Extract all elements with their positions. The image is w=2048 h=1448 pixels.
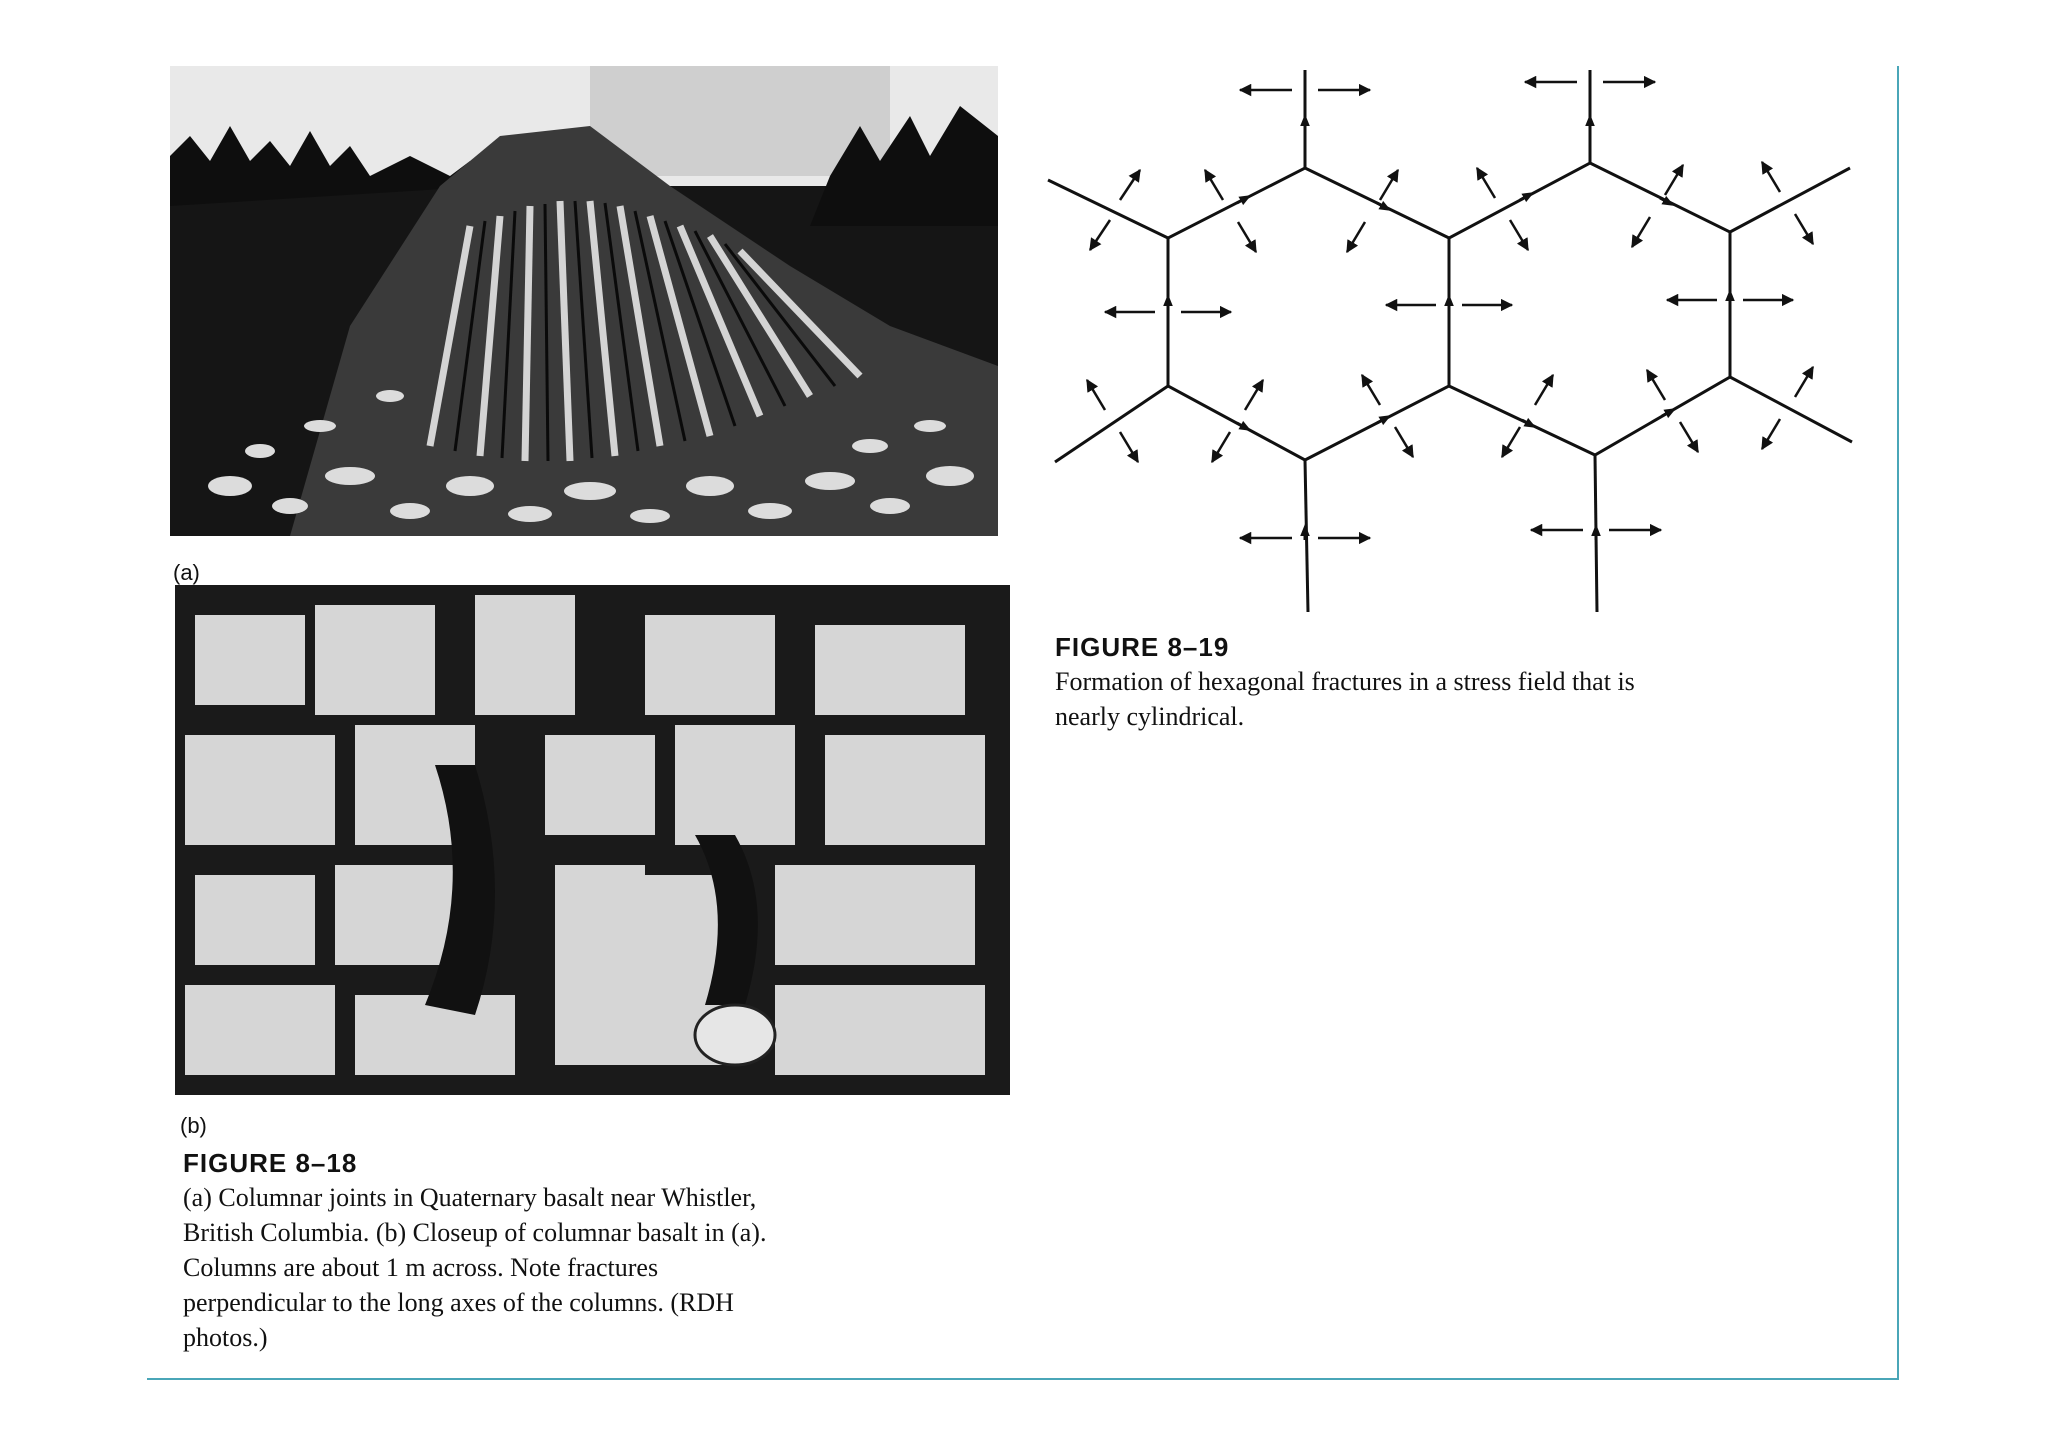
hexagon-cell-right xyxy=(1449,163,1730,455)
figure-8-19-title: FIGURE 8–19 xyxy=(1055,632,1230,662)
hexagon-cell-left xyxy=(1168,168,1449,460)
caption-line: perpendicular to the long axes of the columns. (RDH xyxy=(183,1288,734,1317)
figure-8-19-caption xyxy=(1055,664,1875,734)
caption-line: Columns are about 1 m across. Note fractures xyxy=(183,1253,659,1282)
hexagonal-fracture-diagram xyxy=(1040,60,1860,620)
panel-label-b: (b) xyxy=(180,1113,207,1138)
caption-line: photos.) xyxy=(183,1323,268,1352)
figure-8-18-title: FIGURE 8–18 xyxy=(183,1148,358,1178)
caption-line: nearly cylindrical. xyxy=(1055,702,1245,731)
columnar-basalt-photo-a xyxy=(170,66,998,536)
panel-label-a: (a) xyxy=(173,560,200,585)
figure-8-18-caption xyxy=(183,1180,1003,1355)
caption-line: British Columbia. (b) Closeup of columnar basalt in (a). xyxy=(183,1218,767,1247)
caption-line: Formation of hexagonal fractures in a stress field that is xyxy=(1055,667,1635,696)
columnar-basalt-photo-b xyxy=(175,585,1010,1095)
caption-line: (a) Columnar joints in Quaternary basalt near Whistler, xyxy=(183,1183,757,1212)
